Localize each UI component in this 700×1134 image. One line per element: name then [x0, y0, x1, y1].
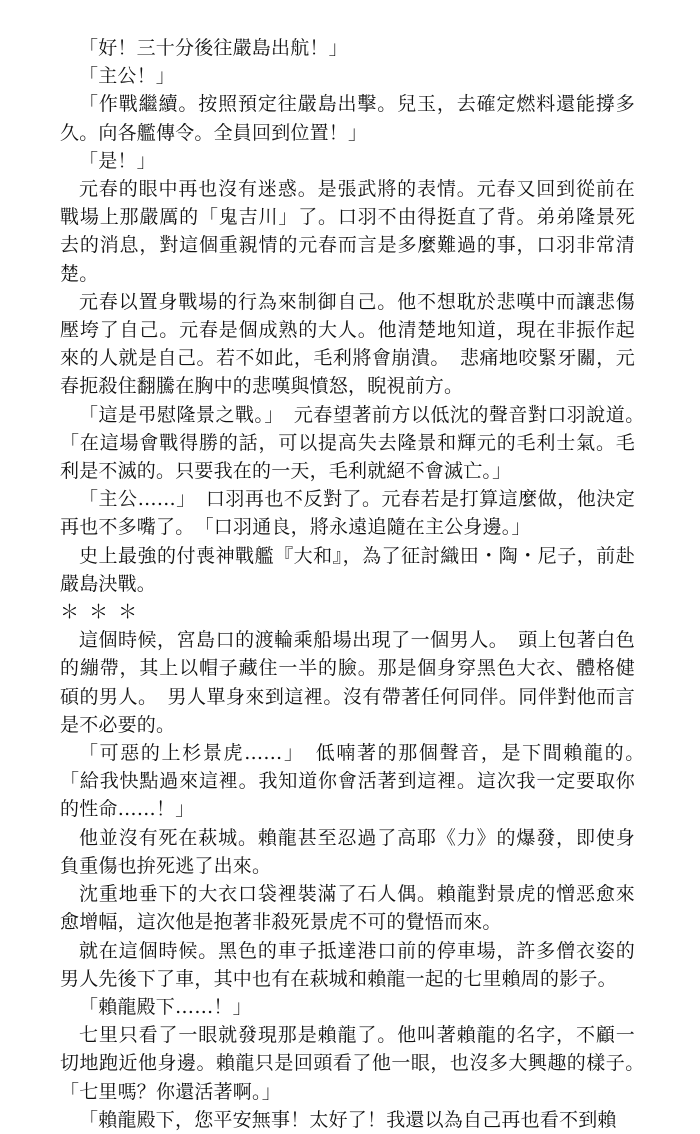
dialogue-paragraph: 「是！」	[79, 149, 156, 172]
dialogue-paragraph: 「作戰繼續。按照預定往嚴島出擊。兒玉，去確定燃料還能撐多久。向各艦傳令。全員回到位置！」	[60, 93, 635, 144]
dialogue-paragraph: 「好！三十分後往嚴島出航！」	[79, 37, 348, 59]
narrative-paragraph: 沈重地垂下的大衣口袋裡裝滿了石人偶。賴龍對景虎的憎恶愈來愈增幅，這次他是抱著非殺死景虎不可的覺悟而來。	[60, 883, 635, 934]
narrative-paragraph: 他並沒有死在萩城。賴龍甚至忍過了高耶《力》的爆發，即使身負重傷也拚死逃了出來。	[60, 826, 635, 877]
dialogue-paragraph: 「主公！」	[79, 65, 176, 88]
narrative-paragraph: 史上最強的付喪神戰艦『大和』，為了征討織田・陶・尼子，前赴嚴島決戰。	[60, 544, 635, 595]
narrative-paragraph: 這個時候，宮島口的渡輪乘船場出現了一個男人。 頭上包著白色的繃帶，其上以帽子藏住一半的臉。那是個身穿黑色大衣、體格健碩的男人。 男人單身來到這裡。沒有帶著任何同伴。同伴對他而言是不必要的。	[60, 629, 635, 736]
narrative-paragraph: 七里只看了一眼就發現那是賴龍了。他叫著賴龍的名字，不顧一切地跑近他身邊。賴龍只是回頭看了他一眼，也沒多大興趣的樣子。 「七里嗎？你還活著啊。」	[60, 1024, 655, 1103]
dialogue-paragraph: 「這是弔慰隆景之戰。」 元春望著前方以低沈的聲音對口羽說道。 「在這場會戰得勝的話，可以提高失去隆景和輝元的毛利士氣。毛利是不滅的。只要我在的一天，毛利就絕不會滅亡。」	[60, 403, 655, 483]
scene-separator: ＊ ＊ ＊	[60, 601, 140, 624]
dialogue-paragraph: 「可惡的上杉景虎……」 低喃著的那個聲音，是下間賴龍的。 「給我快點過來這裡。我知道你會活著到這裡。這次我一定要取你的性命……！」	[60, 742, 655, 821]
novel-page	[60, 34, 655, 1134]
dialogue-paragraph: 「賴龍殿下……！」	[79, 995, 252, 1018]
dialogue-paragraph: 「賴龍殿下，您平安無事！太好了！我還以為自己再也看不到賴	[79, 1108, 617, 1131]
narrative-paragraph: 就在這個時候。黑色的車子抵達港口前的停車場，許多僧衣姿的男人先後下了車，其中也有在萩城和賴龍一起的七里賴周的影子。	[60, 939, 635, 990]
narrative-paragraph: 元春以置身戰場的行為來制御自己。他不想耽於悲嘆中而讓悲傷壓垮了自己。元春是個成熟的大人。他清楚地知道，現在非振作起來的人就是自己。若不如此，毛利將會崩潰。 悲痛地咬緊牙關，元春扼殺住翻騰在胸中的悲嘆與憤怒，睨視前方。	[60, 290, 635, 398]
narrative-paragraph: 元春的眼中再也沒有迷惑。是張武將的表情。元春又回到從前在戰場上那嚴厲的「鬼吉川」了。口羽不由得挺直了背。弟弟隆景死去的消息，對這個重親情的元春而言是多麼難過的事，口羽非常清楚。	[60, 178, 635, 285]
dialogue-paragraph: 「主公……」 口羽再也不反對了。元春若是打算這麼做，他決定再也不多嘴了。 「口羽通良，將永遠追隨在主公身邊。」	[60, 488, 635, 539]
